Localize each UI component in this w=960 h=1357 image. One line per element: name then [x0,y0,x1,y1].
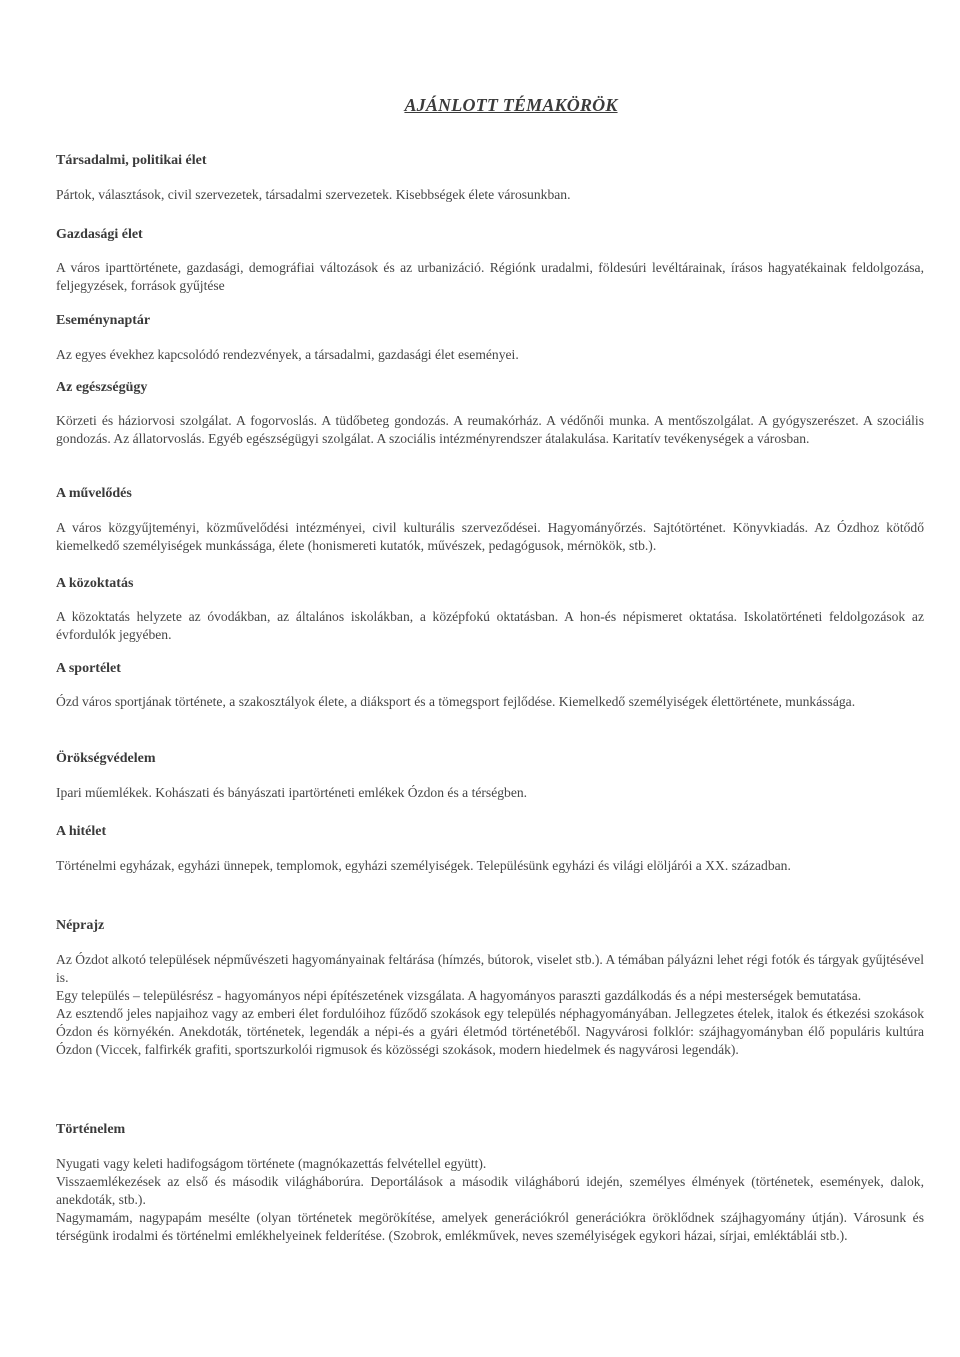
section-esemenynaptar [56,313,924,364]
section-paragraph: Az egyes évekhez kapcsolódó rendezvények, a társadalmi, gazdasági élet eseményei. [56,347,519,362]
section-paragraph: Nyugati vagy keleti hadifogságom története (magnókazettás felvétellel együtt). [56,1156,487,1171]
section-paragraph: Történelmi egyházak, egyházi ünnepek, templomok, egyházi személyiségek. Településünk egyházi és világi elöljárói a XX. században. [56,858,791,873]
page-title: AJÁNLOTT TÉMAKÖRÖK [404,95,618,115]
section-heading: Eseménynaptár [56,313,151,328]
section-paragraph: Nagymamám, nagypapám mesélte (olyan történetek megörökítése, amelyek generációkról generációkra öröklődnek szájhagyomány útján). Városunk és térségünk irodalmi és történelmi emlékhelyeinek felderítése. (Szobrok, emlékművek, neves személyiségek egykori házai, sírjai, emléktáblái stb.). [56,1210,924,1243]
section-heading: Társadalmi, politikai élet [56,153,207,168]
section-paragraph: Pártok, választások, civil szervezetek, társadalmi szervezetek. Kisebbségek élete városunkban. [56,187,571,202]
section-heading: Gazdasági élet [56,227,143,242]
section-hitelet [56,824,924,875]
section-tortenelem [56,1122,924,1245]
section-paragraph: Az esztendő jeles napjaihoz vagy az emberi élet fordulóihoz fűződő szokások egy település néphagyományában. Jellegzetes ételek, italok és étkezési szokások Ózdon és környékén. Anekdoták, történetek, legendák a népi-és a gyári életmód történetéből. Nagyvárosi folklór: szájhagyományban élő populáris kultúra Ózdon (Viccek, falfirkék grafiti, sportszurkolói rigmusok és közösségi szokások, modern hiedelmek és nagyvárosi legendák). [56,1006,924,1057]
section-paragraph: Egy település – településrész - hagyományos népi építészetének vizsgálata. A hagyományos paraszti gazdálkodás és a népi mesterségek bemutatása. [56,988,862,1003]
section-tarsadalmi [56,153,924,204]
section-paragraph: A város iparttörténete, gazdasági, demográfiai változások és az urbanizáció. Régiónk uradalmi, földesúri levéltárainak, írásos hagyatékainak feldolgozása, feljegyzések, források gyűjtése [56,260,924,293]
section-gazdasagi [56,227,924,295]
section-heading: Örökségvédelem [56,751,156,766]
section-heading: A művelődés [56,486,132,501]
section-paragraph: Visszaemlékezések az első és második világháborúra. Deportálások a második világháború idején, személyes élmények (történetek, események, dalok, anekdoták, stb.). [56,1174,924,1207]
section-heading: Néprajz [56,918,105,933]
section-paragraph: Ózd város sportjának története, a szakosztályok élete, a diáksport és a tömegsport fejlődése. Kiemelkedő személyiségek élettörténete, munkássága. [56,694,856,709]
section-oroksegvedelem [56,751,924,802]
section-paragraph: A város közgyűjteményi, közművelődési intézményei, civil kulturális szerveződései. Hagyományőrzés. Sajtótörténet. Könyvkiadás. Az Ózdhoz kötődő kiemelkedő személyiségek munkássága, élete (honismereti kutatók, művészek, pedagógusok, mérnökök, stb.). [56,520,924,553]
section-heading: Történelem [56,1122,126,1137]
section-egeszsegugy [56,380,924,448]
section-heading: Az egészségügy [56,380,148,395]
section-muvelodes [56,486,924,555]
section-sportelet [56,661,924,711]
section-heading: A közoktatás [56,576,134,591]
section-heading: A hitélet [56,824,107,839]
section-heading: A sportélet [56,661,121,676]
section-paragraph: A közoktatás helyzete az óvodákban, az általános iskolákban, a középfokú oktatásban. A hon-és népismeret oktatása. Iskolatörténeti feldolgozások az évfordulók jegyében. [56,609,924,642]
section-paragraph: Az Ózdot alkotó települések népművészeti hagyományainak feltárása (hímzés, bútorok, viselet stb.). A témában pályázni lehet régi fotók és tárgyak gyűjtésével is. [56,952,924,985]
section-kozoktatas [56,576,924,644]
section-neprajz [56,918,924,1059]
section-paragraph: Körzeti és háziorvosi szolgálat. A fogorvoslás. A tüdőbeteg gondozás. A reumakórház. A védőnői munka. A mentőszolgálat. A gyógyszerészet. A szociális gondozás. Az állatorvoslás. Egyéb egészségügyi szolgálat. A szociális intézményrendszer átalakulása. Karitatív tevékenységek a városban. [56,413,924,446]
section-paragraph: Ipari műemlékek. Kohászati és bányászati ipartörténeti emlékek Ózdon és a térségben. [56,785,528,800]
